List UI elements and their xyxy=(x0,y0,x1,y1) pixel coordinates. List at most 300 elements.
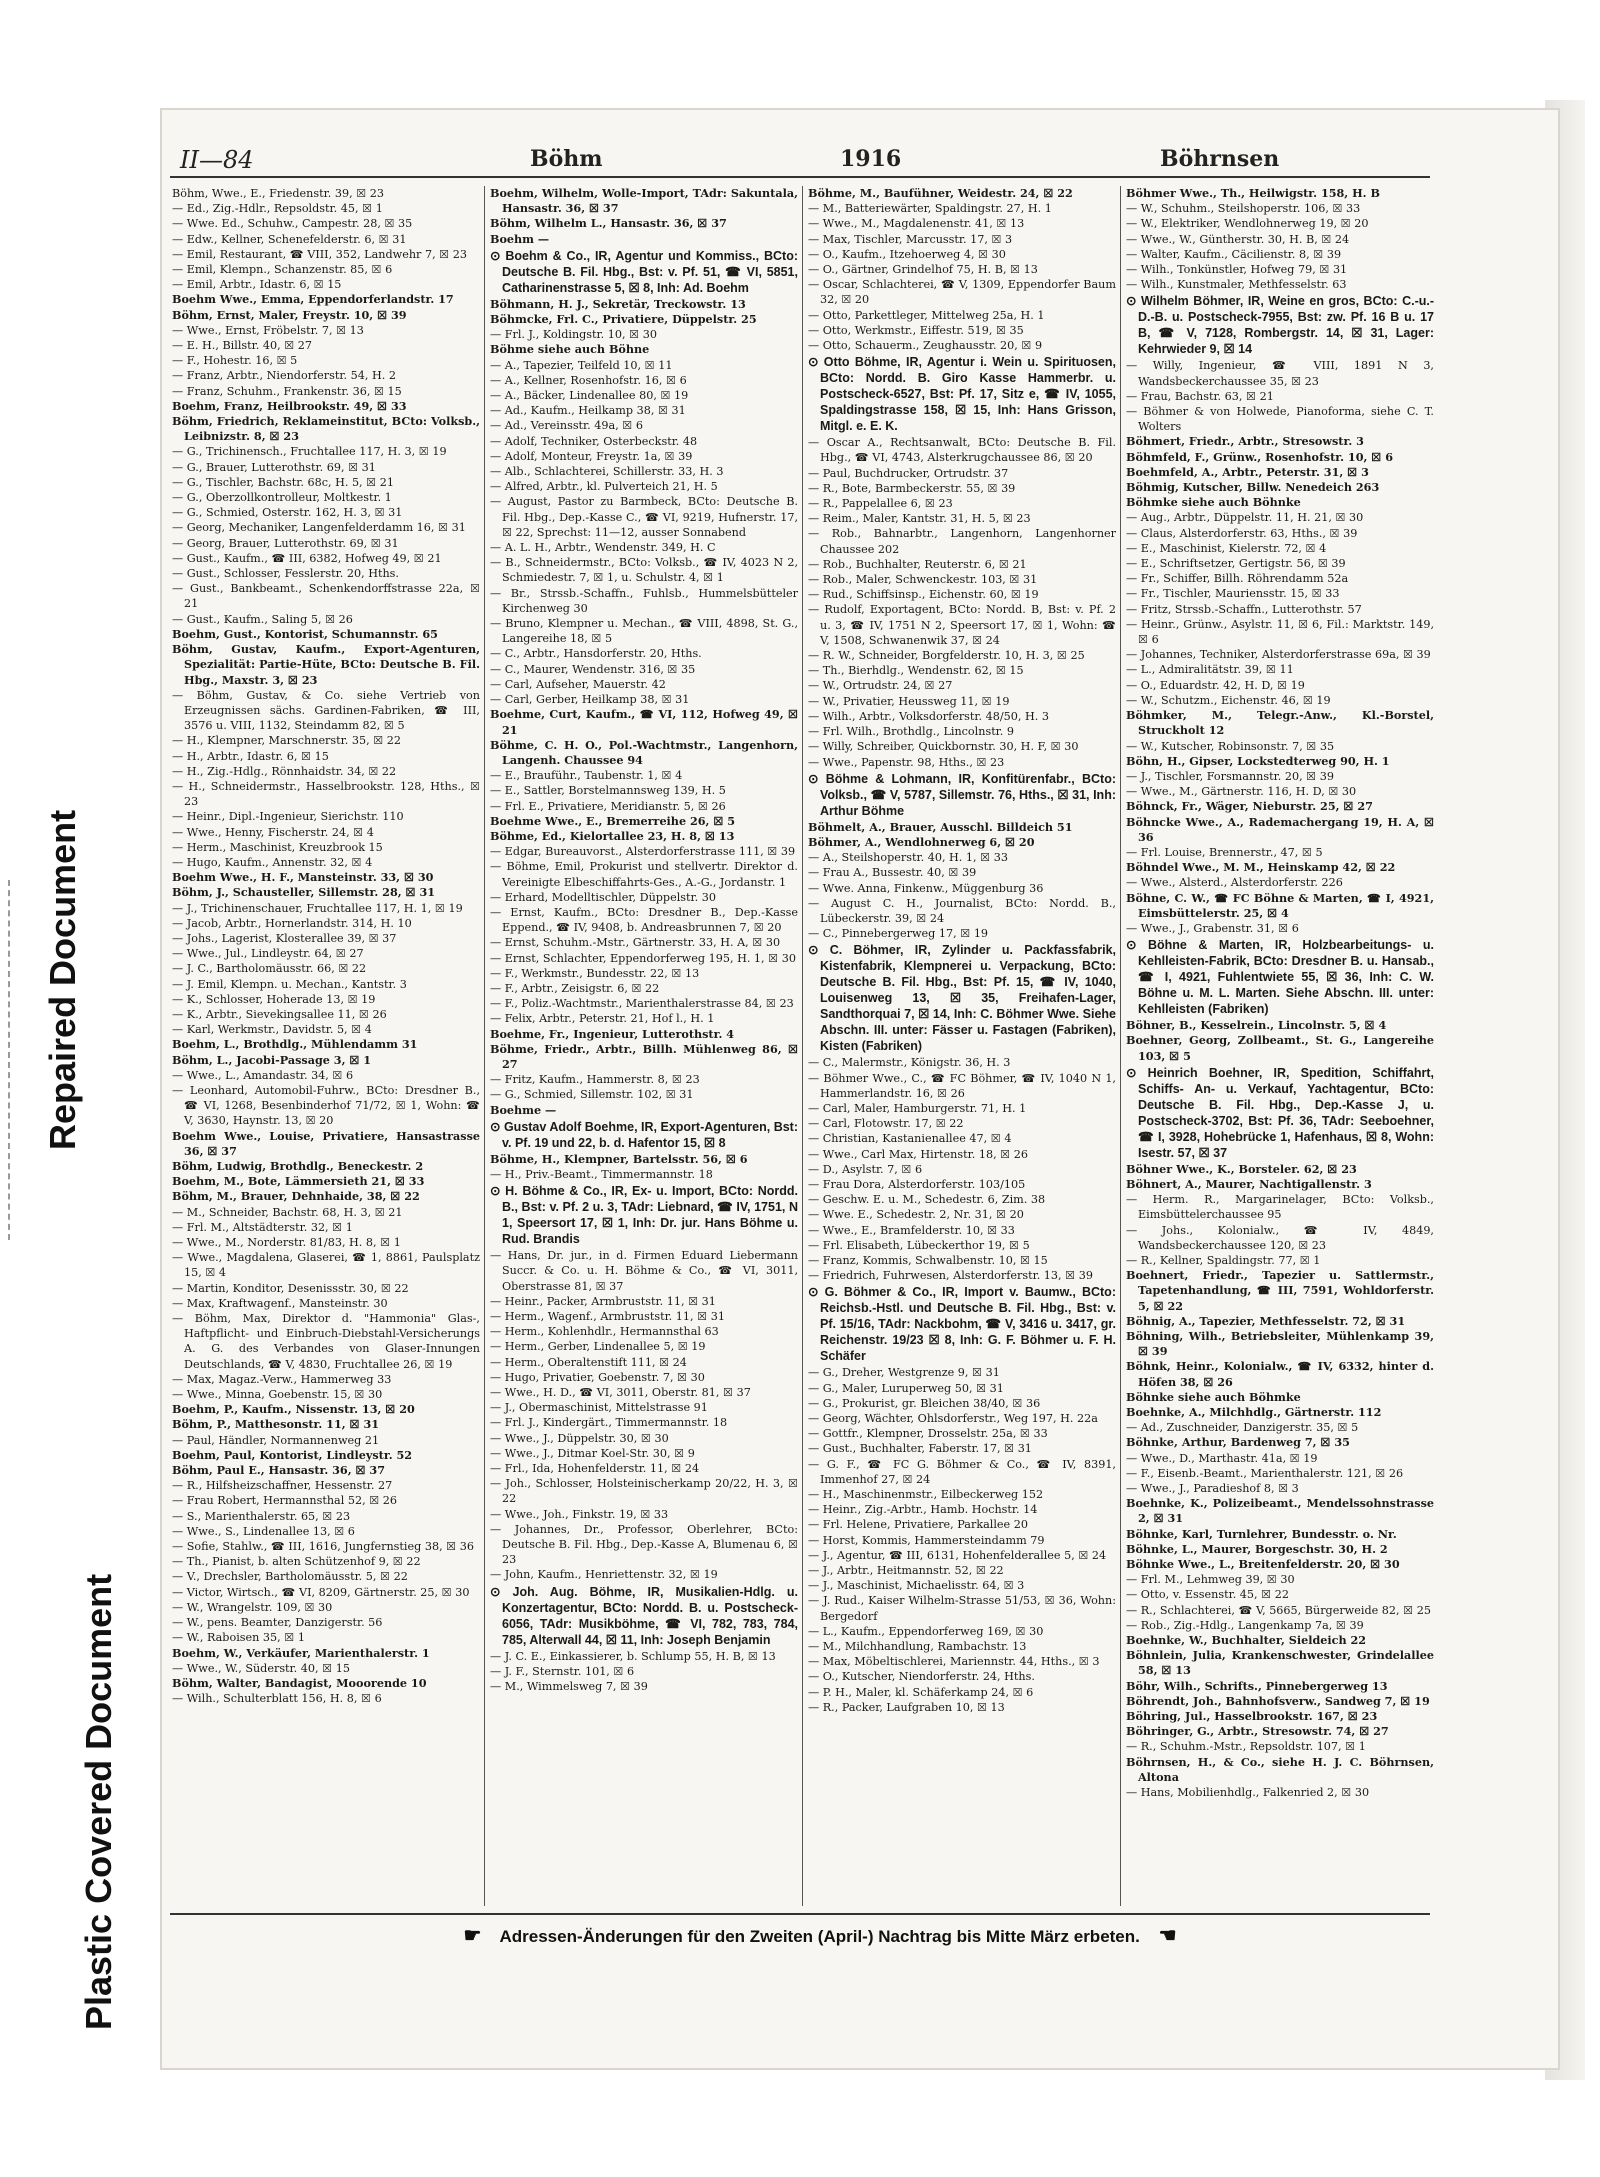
directory-entry: — B., Schneidermstr., BCto: Volksb., ☎ IV, 4023 N 2, Schmiedestr. 7, ☒ 1, u. Schulstr. 4, ☒ 1 xyxy=(490,556,798,585)
footer-text: Adressen-Änderungen für den Zweiten (April-) Nachtrag bis Mitte März erbeten. xyxy=(499,1927,1140,1946)
directory-entry: — Böhme, Emil, Prokurist und stellvertr. Direktor d. Vereinigte Elbeschiffahrts-Ges., A.-G., Jordanstr. 1 xyxy=(490,860,798,889)
directory-entry: Böhning, Wilh., Betriebsleiter, Mühlenkamp 39, ☒ 39 xyxy=(1126,1328,1434,1359)
directory-entry: Böhme, M., Baufühner, Weidestr. 24, ☒ 22 xyxy=(808,186,1073,200)
directory-entry: Boehm Wwe., Louise, Privatiere, Hansastrasse 36, ☒ 37 xyxy=(172,1128,480,1158)
directory-entry: Böhnck, Fr., Wäger, Nieburstr. 25, ☒ 27 xyxy=(1126,799,1373,814)
directory-entry: — E. H., Billstr. 40, ☒ 27 xyxy=(172,339,313,353)
directory-entry: — Frl. Louise, Brennerstr., 47, ☒ 5 xyxy=(1126,845,1323,859)
directory-entry: — G., Dreher, Westgrenze 9, ☒ 31 xyxy=(808,1366,1000,1380)
directory-entry: — Frau A., Bussestr. 40, ☒ 39 xyxy=(808,866,977,880)
pointing-hand-right-icon: ☛ xyxy=(463,1925,482,1947)
directory-entry: Böhme, H., Klempner, Bartelsstr. 56, ☒ 6 xyxy=(490,1151,748,1166)
column-3 xyxy=(808,186,1116,1906)
header-left-word: Böhm xyxy=(530,146,603,172)
directory-entry: — Geschw. E. u. M., Schedestr. 6, Zim. 38 xyxy=(808,1193,1046,1207)
directory-entry: — Frl. Wilh., Brothdlg., Lincolnstr. 9 xyxy=(808,725,1015,739)
directory-page xyxy=(160,108,1560,2070)
directory-entry: — E., Brauführ., Taubenstr. 1, ☒ 4 xyxy=(490,769,683,783)
directory-entry: — G. F., ☎ FC G. Böhmer & Co., ☎ IV, 8391, Immenhof 27, ☒ 24 xyxy=(808,1457,1116,1486)
directory-entry: Böhnke, Arthur, Bardenweg 7, ☒ 35 xyxy=(1126,1435,1350,1450)
directory-entry: — H., Zig.-Hdlg., Rönnhaidstr. 34, ☒ 22 xyxy=(172,764,397,778)
directory-entry: Boehm, Franz, Heilbrookstr. 49, ☒ 33 xyxy=(172,398,407,413)
directory-entry: — Otto, Schauerm., Zeughausstr. 20, ☒ 9 xyxy=(808,339,1043,353)
directory-entry: — Böhmer & von Holwede, Pianoforma, siehe C. T. Wolters xyxy=(1126,405,1434,434)
directory-entry: — Wwe., H. D., ☎ VI, 3011, Oberstr. 81, ☒ 37 xyxy=(490,1386,751,1400)
directory-entry: Böhnke, L., Maurer, Borgeschstr. 30, H. 2 xyxy=(1126,1541,1388,1556)
directory-entry: — Heinr., Packer, Armbruststr. 11, ☒ 31 xyxy=(490,1294,716,1308)
directory-entry: — J. Rud., Kaiser Wilhelm-Strasse 51/53, ☒ 36, Wohn: Bergedorf xyxy=(808,1594,1116,1623)
directory-entry: — Adolf, Monteur, Freystr. 1a, ☒ 39 xyxy=(490,449,693,463)
directory-entry: — Frau Robert, Hermannsthal 52, ☒ 26 xyxy=(172,1494,398,1508)
directory-entry: — Max, Magaz.-Verw., Hammerweg 33 xyxy=(172,1372,392,1386)
directory-entry: — L., Admiralitätstr. 39, ☒ 11 xyxy=(1126,663,1294,677)
firm-listing: ⊙ Gustav Adolf Boehme, IR, Export-Agenturen, Bst: v. Pf. 19 und 22, b. d. Hafentor 15, ☒ 8 xyxy=(490,1119,798,1150)
directory-entry: Böhnke, Karl, Turnlehrer, Bundesstr. o. Nr. xyxy=(1126,1526,1397,1541)
directory-entry: — Victor, Wirtsch., ☎ VI, 8209, Gärtnerstr. 25, ☒ 30 xyxy=(172,1585,470,1599)
directory-entry: — K., Arbtr., Sievekingsallee 11, ☒ 26 xyxy=(172,1007,387,1021)
directory-entry: — Rud., Schiffsinsp., Eichenstr. 60, ☒ 19 xyxy=(808,588,1039,602)
directory-entry: Böhm, L., Jacobi-Passage 3, ☒ 1 xyxy=(172,1052,372,1067)
directory-entry: Boehme, Curt, Kaufm., ☎ VI, 112, Hofweg 49, ☒ 21 xyxy=(490,707,798,737)
directory-entry: — Wwe., Henny, Fischerstr. 24, ☒ 4 xyxy=(172,825,374,839)
directory-entry: — J. C. E., Einkassierer, b. Schlump 55, H. B, ☒ 13 xyxy=(490,1649,776,1663)
directory-entry: — Gust., Kaufm., Saling 5, ☒ 26 xyxy=(172,612,353,626)
directory-entry: — J. Emil, Klempn. u. Mechan., Kantstr. 3 xyxy=(172,977,407,991)
directory-entry: — G., Brauer, Lutterothstr. 69, ☒ 31 xyxy=(172,460,376,474)
directory-entry: — Rob., Buchhalter, Reuterstr. 6, ☒ 21 xyxy=(808,557,1027,571)
directory-entry: — Hugo, Kaufm., Annenstr. 32, ☒ 4 xyxy=(172,855,373,869)
directory-entry: Böhm, Wilhelm L., Hansastr. 36, ☒ 37 xyxy=(490,216,727,231)
directory-entry: Boehm, P., Kaufm., Nissenstr. 13, ☒ 20 xyxy=(172,1402,415,1417)
directory-entry: — Ernst, Schuhm.-Mstr., Gärtnerstr. 33, H. A, ☒ 30 xyxy=(490,936,781,950)
directory-entry: — Frl., Ida, Hohenfelderstr. 11, ☒ 24 xyxy=(490,1462,700,1476)
directory-entry: — Frl. M., Lehmweg 39, ☒ 30 xyxy=(1126,1573,1295,1587)
header-right-word: Böhrnsen xyxy=(1160,146,1280,172)
directory-entry: — Wwe., Papenstr. 98, Hths., ☒ 23 xyxy=(808,755,1005,769)
directory-entry: Böhmig, Kutscher, Billw. Nenedeich 263 xyxy=(1126,480,1380,495)
directory-entry: — A., Bäcker, Lindenallee 80, ☒ 19 xyxy=(490,389,689,403)
directory-entry: — Wilh., Schulterblatt 156, H. 8, ☒ 6 xyxy=(172,1692,382,1706)
directory-entry: — Hans, Dr. jur., in d. Firmen Eduard Liebermann Succr. & Co. u. H. Böhme & Co., ☎ VI, 3011, Oberstrasse 81, ☒ 37 xyxy=(490,1249,798,1293)
directory-entry: — Otto, v. Essenstr. 45, ☒ 22 xyxy=(1126,1588,1289,1602)
directory-entry: — Böhmer Wwe., C., ☎ FC Böhmer, ☎ IV, 1040 N 1, Hammerlandstr. 16, ☒ 26 xyxy=(808,1071,1116,1100)
directory-entry: — Herm., Wagenf., Armbruststr. 11, ☒ 31 xyxy=(490,1310,725,1323)
directory-entry: — E., Schriftsetzer, Gertigstr. 56, ☒ 39 xyxy=(1126,557,1346,571)
page-header xyxy=(180,146,1420,176)
directory-entry: — V., Drechsler, Bartholomäusstr. 5, ☒ 22 xyxy=(172,1570,408,1584)
directory-entry: — P. H., Maler, kl. Schäferkamp 24, ☒ 6 xyxy=(808,1685,1034,1699)
directory-entry: — C., Pinnebergerweg 17, ☒ 19 xyxy=(808,927,989,941)
directory-entry: — Emil, Klempn., Schanzenstr. 85, ☒ 6 xyxy=(172,263,393,277)
directory-entry: — Gust., Schlosser, Fesslerstr. 20, Hths. xyxy=(172,567,399,581)
directory-entry: — Willy, Ingenieur, ☎ VIII, 1891 N 3, Wandsbeckerchaussee 35, ☒ 23 xyxy=(1126,359,1434,388)
directory-entry: — Alb., Schlachterei, Schillerstr. 33, H. 3 xyxy=(490,465,724,479)
directory-entry: — G., Trichinensch., Fruchtallee 117, H. 3, ☒ 19 xyxy=(172,445,447,459)
directory-entry: — Fritz, Strssb.-Schaffn., Lutterothstr. 57 xyxy=(1126,602,1362,616)
directory-entry: Böhm, J., Schausteller, Sillemstr. 28, ☒ 31 xyxy=(172,885,436,900)
directory-entry: — O., Kaufm., Itzehoerweg 4, ☒ 30 xyxy=(808,247,1006,261)
directory-entry: — Fr., Tischler, Mauriensstr. 15, ☒ 33 xyxy=(1126,587,1340,601)
directory-entry: — Paul, Buchdrucker, Ortrudstr. 37 xyxy=(808,466,1009,480)
directory-entry: — Wwe., Ernst, Fröbelstr. 7, ☒ 13 xyxy=(172,323,364,337)
directory-entry: — Edw., Kellner, Schenefelderstr. 6, ☒ 31 xyxy=(172,232,407,246)
directory-entry: — W., Elektriker, Wendlohnerweg 19, ☒ 20 xyxy=(1126,217,1369,231)
directory-entry: — G., Schmied, Osterstr. 162, H. 3, ☒ 31 xyxy=(172,506,403,520)
directory-entry: Böhrnsen, H., & Co., siehe H. J. C. Böhrnsen, Altona xyxy=(1126,1754,1434,1784)
directory-entry: — Max, Kraftwagenf., Mansteinstr. 30 xyxy=(172,1296,388,1310)
directory-entry: — G., Maler, Luruperweg 50, ☒ 31 xyxy=(808,1381,1004,1395)
directory-entry: — M., Batteriewärter, Spaldingstr. 27, H. 1 xyxy=(808,202,1052,216)
directory-entry: — Hugo, Privatier, Goebenstr. 7, ☒ 30 xyxy=(490,1370,705,1384)
page-number: II—84 xyxy=(180,146,254,174)
directory-entry: — Wwe. Ed., Schuhw., Campestr. 28, ☒ 35 xyxy=(172,217,413,231)
directory-entry: — W., Schuhm., Steilshoperstr. 106, ☒ 33 xyxy=(1126,202,1361,216)
firm-listing: ⊙ Wilhelm Böhmer, IR, Weine en gros, BCto: C.-u.-D.-B. u. Postscheck-7955, Bst: zw. Pf. 16 B u. 17 B, ☎ V, 7128, Rombergstr. 14, ☒ 31, Lager: Kehrwieder 9, ☒ 14 xyxy=(1126,294,1434,357)
directory-entry: — Wwe., M., Magdalenenstr. 41, ☒ 13 xyxy=(808,217,1025,231)
directory-entry: Böhne, C. W., ☎ FC Böhne & Marten, ☎ I, 4921, Eimsbüttelerstr. 25, ☒ 4 xyxy=(1126,890,1434,920)
directory-entry: Böhr, Wilh., Schrifts., Pinnebergerweg 13 xyxy=(1126,1678,1388,1693)
directory-entry: — Carl, Flotowstr. 17, ☒ 22 xyxy=(808,1117,964,1131)
directory-entry: — J., Obermaschinist, Mittelstrasse 91 xyxy=(490,1401,708,1415)
directory-entry: Böhme, C. H. O., Pol.-Wachtmstr., Langenhorn, Langenh. Chaussee 94 xyxy=(490,737,798,767)
directory-entry: — Frau Dora, Alsterdorferstr. 103/105 xyxy=(808,1177,1026,1191)
directory-entry: — Horst, Kommis, Hammersteindamm 79 xyxy=(808,1533,1045,1547)
directory-entry: Böhmcke, Frl. C., Privatiere, Düppelstr. 25 xyxy=(490,312,757,327)
directory-entry: — Felix, Arbtr., Peterstr. 21, Hof l., H. 1 xyxy=(490,1012,715,1026)
directory-entry: Böhmert, Friedr., Arbtr., Stresowstr. 3 xyxy=(1126,434,1364,449)
directory-entry: — J., Arbtr., Heitmannstr. 52, ☒ 22 xyxy=(808,1564,1004,1578)
directory-entry: — D., Asylstr. 7, ☒ 6 xyxy=(808,1162,923,1176)
directory-entry: — J. C., Bartholomäusstr. 66, ☒ 22 xyxy=(172,962,367,976)
directory-entry: — Friedrich, Fuhrwesen, Alsterdorferstr. 13, ☒ 39 xyxy=(808,1269,1093,1283)
directory-entry: — Franz, Kommis, Schwalbenstr. 10, ☒ 15 xyxy=(808,1253,1048,1267)
directory-entry: — O., Kutscher, Niendorferstr. 24, Hths. xyxy=(808,1670,1035,1684)
directory-entry: — G., Schmied, Sillemstr. 102, ☒ 31 xyxy=(490,1088,694,1102)
directory-entry: — Franz, Arbtr., Niendorferstr. 54, H. 2 xyxy=(172,369,396,383)
directory-entry: — F., Eisenb.-Beamt., Marienthalerstr. 121, ☒ 26 xyxy=(1126,1466,1404,1480)
directory-entry: — Sofie, Stahlw., ☎ III, 1616, Jungfernstieg 38, ☒ 36 xyxy=(172,1540,475,1554)
directory-entry: — Th., Bierhdlg., Wendenstr. 62, ☒ 15 xyxy=(808,664,1024,678)
firm-listing: ⊙ H. Böhme & Co., IR, Ex- u. Import, BCto: Nordd. B., Bst: v. Pf. 2 u. 3, TAdr: Liebnard, ☎ IV, 1751, N 1, Speersort 17, ☒ 1, Inh: Dr. jur. Hans Böhme u. Rud. Brandis xyxy=(490,1184,798,1247)
firm-listing: ⊙ G. Böhmer & Co., IR, Import v. Baumw., BCto: Reichsb.-Hstl. und Deutsche B. Fil. Hbg., Bst: v. Pf. 15/16, TAdr: Nackbohm, ☎ V, 3416 u. 3417, gr. Reichenstr. 19/23 ☒ 8, Inh: G. F. Böhmer u. F. H. Schäfer xyxy=(808,1285,1116,1364)
directory-entry: — Frau, Bachstr. 63, ☒ 21 xyxy=(1126,389,1274,403)
directory-entry: — W., Wrangelstr. 109, ☒ 30 xyxy=(172,1600,333,1614)
directory-entry: — Wwe. Anna, Finkenw., Müggenburg 36 xyxy=(808,881,1044,895)
directory-entry: Böhmann, H. J., Sekretär, Treckowstr. 13 xyxy=(490,296,746,311)
directory-entry: — Reim., Maler, Kantstr. 31, H. 5, ☒ 23 xyxy=(808,512,1031,526)
directory-entry: — Heinr., Grünw., Asylstr. 11, ☒ 6, Fil.: Marktstr. 149, ☒ 6 xyxy=(1126,617,1434,647)
directory-entry: — Carl, Gerber, Heilkamp 38, ☒ 31 xyxy=(490,693,690,707)
directory-entry: — Wwe., J., Grabenstr. 31, ☒ 6 xyxy=(1126,921,1299,935)
directory-entry: — Ed., Zig.-Hdlr., Repsoldstr. 45, ☒ 1 xyxy=(172,202,383,216)
column-divider xyxy=(484,186,485,1906)
directory-entry: — Herm., Gerber, Lindenallee 5, ☒ 19 xyxy=(490,1340,706,1354)
directory-entry: Böhndel Wwe., M. M., Heinskamp 42, ☒ 22 xyxy=(1126,860,1396,875)
directory-entry: — Walter, Kaufm., Cäcilienstr. 8, ☒ 39 xyxy=(1126,247,1342,261)
directory-entry: — Ad., Vereinsstr. 49a, ☒ 6 xyxy=(490,419,644,433)
directory-entry: — Max, Möbeltischlerei, Mariennstr. 44, Hths., ☒ 3 xyxy=(808,1655,1100,1669)
directory-entry: — Wwe., Joh., Finkstr. 19, ☒ 33 xyxy=(490,1507,669,1521)
directory-entry: — E., Sattler, Borstelmannsweg 139, H. 5 xyxy=(490,784,726,798)
firm-listing: ⊙ Joh. Aug. Böhme, IR, Musikalien-Hdlg. u. Konzertagentur, BCto: Nordd. B. u. Postscheck-6056, TAdr: Musikböhme, ☎ VI, 782, 783, 784, 785, Alterwall 44, ☒ 11, Inh: Joseph Benjamin xyxy=(490,1584,798,1647)
directory-entry: Böhring, Jul., Hasselbrookstr. 167, ☒ 23 xyxy=(1126,1709,1378,1724)
directory-entry: — W., pens. Beamter, Danzigerstr. 56 xyxy=(172,1616,383,1630)
directory-entry: — Emil, Restaurant, ☎ VIII, 352, Landwehr 7, ☒ 23 xyxy=(172,247,468,261)
directory-entry: — Hans, Mobilienhdlg., Falkenried 2, ☒ 30 xyxy=(1126,1786,1370,1800)
directory-entry: — A., Steilshoperstr. 40, H. 1, ☒ 33 xyxy=(808,851,1008,865)
directory-entry: Böhmelt, A., Brauer, Ausschl. Billdeich 51 xyxy=(808,819,1073,834)
firm-listing: ⊙ C. Böhmer, IR, Zylinder u. Packfassfabrik, Kistenfabrik, Klempnerei u. Verpackung, BCto: Deutsche B. Fil. Hbg., Bst: Pf. 15, ☎ IV, 1040, Louisenweg 13, ☒ 35, Freihafen-Lager, Sandthorquai 7, ☒ 14, Inh: C. Böhmer Wwe. Siehe Abschn. III. unter: Fässer u. Fastagen (Fabriken), Kisten (Fabriken) xyxy=(808,943,1116,1054)
directory-entry: — Georg, Mechaniker, Langenfelderdamm 16, ☒ 31 xyxy=(172,521,466,535)
directory-entry: Boehm — xyxy=(490,231,550,246)
directory-entry: — Fr., Schiffer, Billh. Röhrendamm 52a xyxy=(1126,572,1349,586)
directory-entry: — Rudolf, Exportagent, BCto: Nordd. B, Bst: v. Pf. 2 u. 3, ☎ IV, 1751 N 2, Speersort 17, ☒ 1, Wohn: ☎ V, 1508, Schwanenwik 37, ☒ 24 xyxy=(808,603,1116,647)
directory-entry: — Frl. E., Privatiere, Meridianstr. 5, ☒ 26 xyxy=(490,799,726,813)
column-divider xyxy=(1120,186,1121,1906)
directory-entry: — F., Hohestr. 16, ☒ 5 xyxy=(172,354,298,368)
directory-entry: — Wilh., Tonkünstler, Hofweg 79, ☒ 31 xyxy=(1126,263,1348,277)
directory-entry: — H., Priv.-Beamt., Timmermannstr. 18 xyxy=(490,1167,713,1181)
directory-entry: — Carl, Maler, Hamburgerstr. 71, H. 1 xyxy=(808,1101,1027,1115)
directory-entry: — Leonhard, Automobil-Fuhrw., BCto: Dresdner B., ☎ VI, 1268, Besenbinderhof 71/72, ☒ 1, Wohn: ☎ V, 3630, Haynstr. 13, ☒ 20 xyxy=(172,1083,480,1128)
directory-entry: — Martin, Konditor, Desenissstr. 30, ☒ 22 xyxy=(172,1281,409,1295)
column-2 xyxy=(490,186,798,1906)
directory-entry: — K., Schlosser, Hoherade 13, ☒ 19 xyxy=(172,992,376,1006)
directory-entry: Böhnke Wwe., L., Breitenfelderstr. 20, ☒ 30 xyxy=(1126,1557,1400,1572)
directory-entry: — Joh., Schlosser, Holsteinischerkamp 20/22, H. 3, ☒ 22 xyxy=(490,1477,798,1506)
directory-entry: — R., Kellner, Spaldingstr. 77, ☒ 1 xyxy=(1126,1253,1321,1267)
directory-entry: Böhm, M., Brauer, Dehnhaide, 38, ☒ 22 xyxy=(172,1189,420,1204)
directory-entry: — R. W., Schneider, Borgfelderstr. 10, H. 3, ☒ 25 xyxy=(808,649,1085,663)
directory-entry: Böhnig, A., Tapezier, Methfesselstr. 72, ☒ 31 xyxy=(1126,1313,1406,1328)
directory-entry: — J., Maschinist, Michaelisstr. 64, ☒ 3 xyxy=(808,1579,1025,1593)
directory-entry: — Franz, Schuhm., Frankenstr. 36, ☒ 15 xyxy=(172,384,402,398)
directory-entry: — Br., Strssb.-Schaffn., Fuhlsb., Hummelsbütteler Kirchenweg 30 xyxy=(490,586,798,615)
directory-entry: — Wwe., W., Güntherstr. 30, H. B, ☒ 24 xyxy=(1126,232,1350,246)
directory-entry: Böhmker, M., Telegr.-Anw., Kl.-Borstel, Struckholt 12 xyxy=(1126,708,1434,738)
directory-entry: Böhner, B., Kesselrein., Lincolnstr. 5, ☒ 4 xyxy=(1126,1018,1387,1033)
directory-entry: — Ernst, Kaufm., BCto: Dresdner B., Dep.-Kasse Eppend., ☎ IV, 9408, b. Andreasbrunnen 7, ☒ 20 xyxy=(490,905,798,935)
directory-entry: — Gust., Bankbeamt., Schenkendorffstrasse 22a, ☒ 21 xyxy=(172,582,480,611)
directory-entry: — R., Bote, Barmbeckerstr. 55, ☒ 39 xyxy=(808,481,1016,495)
directory-entry: — Herm., Maschinist, Kreuzbrook 15 xyxy=(172,840,383,854)
directory-entry: — S., Marienthalerstr. 65, ☒ 23 xyxy=(172,1509,351,1523)
directory-entry: — Johannes, Dr., Professor, Oberlehrer, BCto: Deutsche B. Fil. Hbg., Dep.-Kasse A, Blumenau 6, ☒ 23 xyxy=(490,1522,798,1567)
directory-entry: — Wilh., Kunstmaler, Methfesselstr. 63 xyxy=(1126,278,1347,292)
directory-entry: — Wwe., M., Gärtnerstr. 116, H. D, ☒ 30 xyxy=(1126,785,1357,799)
plastic-covered-document-label: Plastic Covered Document xyxy=(78,1573,119,2030)
directory-entry: Böhn, H., Gipser, Lockstedterweg 90, H. 1 xyxy=(1126,753,1390,768)
directory-entry: — Wwe., Magdalena, Glaserei, ☎ 1, 8861, Paulsplatz 15, ☒ 4 xyxy=(172,1251,480,1280)
directory-entry: — Gust., Kaufm., ☎ III, 6382, Hofweg 49, ☒ 21 xyxy=(172,551,442,565)
directory-entry: — Wwe., M., Norderstr. 81/83, H. 8, ☒ 1 xyxy=(172,1236,401,1250)
directory-entry: — Bruno, Klempner u. Mechan., ☎ VIII, 4898, St. G., Langereihe 18, ☒ 5 xyxy=(490,617,798,646)
directory-entry: Böhmfeld, F., Grünw., Rosenhofstr. 10, ☒ 6 xyxy=(1126,449,1393,464)
directory-entry: — H., Arbtr., Idastr. 6, ☒ 15 xyxy=(172,749,329,763)
margin-marks xyxy=(8,880,26,1240)
directory-entry: Böhrendt, Joh., Bahnhofsverw., Sandweg 7, ☒ 19 xyxy=(1126,1693,1430,1708)
directory-entry: — G., Tischler, Bachstr. 68c, H. 5, ☒ 21 xyxy=(172,475,394,489)
directory-entry: — Rob., Maler, Schwenckestr. 103, ☒ 31 xyxy=(808,573,1038,587)
directory-entry: — M., Wimmelsweg 7, ☒ 39 xyxy=(490,1680,648,1694)
directory-entry: — Wwe., J., Düppelstr. 30, ☒ 30 xyxy=(490,1431,669,1445)
directory-entry: — W., Raboisen 35, ☒ 1 xyxy=(172,1631,305,1645)
directory-entry: — Christian, Kastanienallee 47, ☒ 4 xyxy=(808,1132,1012,1146)
directory-entry: — Wwe., D., Marthastr. 41a, ☒ 19 xyxy=(1126,1451,1318,1465)
directory-entry: — R., Schlachterei, ☎ V, 5665, Bürgerweide 82, ☒ 25 xyxy=(1126,1603,1431,1617)
directory-entry: Böhme siehe auch Böhne xyxy=(490,342,650,357)
directory-entry: Böhm, Gustav, Kaufm., Export-Agenturen, Spezialität: Partie-Hüte, BCto: Deutsche B. Fil. Hbg., Maxstr. 3, ☒ 23 xyxy=(172,642,480,687)
directory-entry: — R., Pappelallee 6, ☒ 23 xyxy=(808,497,953,511)
directory-entry: — C., Arbtr., Hansdorferstr. 20, Hths. xyxy=(490,647,702,661)
directory-entry: — H., Klempner, Marschnerstr. 35, ☒ 22 xyxy=(172,734,402,748)
directory-entry: Boehme Wwe., E., Bremerreihe 26, ☒ 5 xyxy=(490,813,736,828)
directory-entry: Boehm, M., Bote, Lämmersieth 21, ☒ 33 xyxy=(172,1174,425,1189)
directory-entry: — Wwe., L., Amandastr. 34, ☒ 6 xyxy=(172,1068,354,1082)
directory-entry: Böhm, Friedrich, Reklameinstitut, BCto: Volksb., Leibnizstr. 8, ☒ 23 xyxy=(172,414,480,444)
directory-entry: — Heinr., Dipl.-Ingenieur, Sierichstr. 110 xyxy=(172,810,404,824)
directory-entry: — Frl. Elisabeth, Lübeckerthor 19, ☒ 5 xyxy=(808,1238,1030,1252)
directory-entry: — Oscar, Schlachterei, ☎ V, 1309, Eppendorfer Baum 32, ☒ 20 xyxy=(808,278,1116,307)
directory-entry: — Alfred, Arbtr., kl. Pulverteich 21, H. 5 xyxy=(490,480,718,494)
directory-entry: — Ernst, Schlachter, Eppendorferweg 195, H. 1, ☒ 30 xyxy=(490,951,796,965)
directory-entry: Böhme, Friedr., Arbtr., Billh. Mühlenweg 86, ☒ 27 xyxy=(490,1041,798,1071)
directory-entry: — O., Gärtner, Grindelhof 75, H. B, ☒ 13 xyxy=(808,263,1038,277)
directory-entry: Boehmfeld, A., Arbtr., Peterstr. 31, ☒ 3 xyxy=(1126,464,1369,479)
directory-entry: Böhnlein, Julia, Krankenschwester, Grindelallee 58, ☒ 13 xyxy=(1126,1648,1434,1678)
directory-entry: — Rob., Zig.-Hdlg., Langenkamp 7a, ☒ 39 xyxy=(1126,1618,1364,1632)
firm-listing: ⊙ Heinrich Boehner, IR, Spedition, Schiffahrt, Schiffs- An- u. Verkauf, Yachtagentur, BCto: Deutsche B. Fil. Hbg., Dep.-Kasse J, u. Postscheck-3702, Bst: Pf. 36, TAdr: Seeboehner, ☎ I, 3928, Hohebrücke 1, Hafenhaus, ☒ 8, Wohn: Isestr. 57, ☒ 37 xyxy=(1126,1065,1434,1160)
directory-entry: — Frl. J., Kindergärt., Timmermannstr. 18 xyxy=(490,1416,728,1430)
directory-entry: — Johs., Lagerist, Klosterallee 39, ☒ 37 xyxy=(172,931,397,945)
directory-entry: Boehme, Fr., Ingenieur, Lutterothstr. 4 xyxy=(490,1026,735,1041)
directory-entry: Boehm, L., Brothdlg., Mühlendamm 31 xyxy=(172,1037,418,1052)
directory-entry: — H., Maschinenmstr., Eilbeckerweg 152 xyxy=(808,1488,1044,1501)
directory-entry: — Johs., Kolonialw., ☎ IV, 4849, Wandsbeckerchaussee 120, ☒ 23 xyxy=(1126,1223,1434,1252)
pointing-hand-left-icon: ☚ xyxy=(1158,1925,1177,1947)
footer-rule xyxy=(170,1913,1430,1915)
directory-entry: — Emil, Arbtr., Idastr. 6, ☒ 15 xyxy=(172,278,342,292)
directory-entry: — Wwe., Jul., Lindleystr. 64, ☒ 27 xyxy=(172,947,364,961)
directory-entry: — R., Schuhm.-Mstr., Repsoldstr. 107, ☒ 1 xyxy=(1126,1740,1366,1754)
directory-entry: — Wwe., J., Ditmar Koel-Str. 30, ☒ 9 xyxy=(490,1446,695,1460)
directory-entry: — John, Kaufm., Henriettenstr. 32, ☒ 19 xyxy=(490,1568,718,1582)
directory-entry: Boehm, Gust., Kontorist, Schumannstr. 65 xyxy=(172,626,438,641)
directory-entry: — Herm. R., Margarinelager, BCto: Volksb., Eimsbüttelerchaussee 95 xyxy=(1126,1193,1434,1222)
directory-entry: Böhmer, A., Wendlohnerweg 6, ☒ 20 xyxy=(808,834,1035,849)
directory-entry: Böhnke siehe auch Böhmke xyxy=(1126,1389,1301,1404)
directory-entry: — Wwe., S., Lindenallee 13, ☒ 6 xyxy=(172,1524,355,1538)
directory-entry: — Ad., Zuschneider, Danzigerstr. 35, ☒ 5 xyxy=(1126,1421,1359,1435)
directory-entry: — Frl. Helene, Privatiere, Parkallee 20 xyxy=(808,1518,1028,1532)
header-year: 1916 xyxy=(840,146,902,172)
directory-entry: — Johannes, Techniker, Alsterdorferstrasse 69a, ☒ 39 xyxy=(1126,648,1431,662)
directory-entry: Boehner, Georg, Zollbeamt., St. G., Langereihe 103, ☒ 5 xyxy=(1126,1033,1434,1063)
directory-entry: — F., Arbtr., Zeisigstr. 6, ☒ 22 xyxy=(490,981,660,995)
directory-entry: — Oscar A., Rechtsanwalt, BCto: Deutsche B. Fil. Hbg., ☎ VI, 4743, Alsterkrugchaussee 86, ☒ 20 xyxy=(808,436,1116,465)
directory-entry: — Georg, Brauer, Lutterothstr. 69, ☒ 31 xyxy=(172,536,399,550)
directory-entry: — A., Kellner, Rosenhofstr. 16, ☒ 6 xyxy=(490,373,687,387)
directory-entry: — Gust., Buchhalter, Faberstr. 17, ☒ 31 xyxy=(808,1442,1032,1456)
directory-entry: — F., Werkmstr., Bundesstr. 22, ☒ 13 xyxy=(490,966,700,980)
directory-entry: — Wwe., Carl Max, Hirtenstr. 18, ☒ 26 xyxy=(808,1147,1029,1161)
directory-entry: — Wwe., W., Süderstr. 40, ☒ 15 xyxy=(172,1661,350,1675)
directory-entry: — Otto, Parkettleger, Mittelweg 25a, H. 1 xyxy=(808,308,1045,322)
directory-entry: — J. F., Sternstr. 101, ☒ 6 xyxy=(490,1664,635,1678)
column-divider xyxy=(802,186,803,1906)
directory-entry: — J., Tischler, Forsmannstr. 20, ☒ 39 xyxy=(1126,769,1335,783)
directory-entry: — G., Prokurist, gr. Bleichen 38/40, ☒ 36 xyxy=(808,1396,1041,1410)
firm-listing: ⊙ Otto Böhme, IR, Agentur i. Wein u. Spirituosen, BCto: Nordd. B. Giro Kasse Hammerbr. u. Postscheck-6527, Bst: Pf. 17, Sitz e, ☎ IV, 1055, Spaldingstrasse 158, ☒ 15, Inh: Hans Grisson, Mitgl. e. E. K. xyxy=(808,355,1116,434)
directory-entry: Boehnke, W., Buchhalter, Sieldeich 22 xyxy=(1126,1633,1367,1648)
directory-entry: Böhm, Walter, Bandagist, Mooorende 10 xyxy=(172,1675,427,1690)
directory-entry: Boehme — xyxy=(490,1102,557,1117)
directory-entry: — Herm., Oberaltenstift 111, ☒ 24 xyxy=(490,1355,687,1369)
directory-entry: Böhm, P., Matthesonstr. 11, ☒ 31 xyxy=(172,1417,380,1432)
directory-entry: Boehm, W., Verkäufer, Marienthalerstr. 1 xyxy=(172,1645,430,1660)
repaired-document-label: Repaired Document xyxy=(42,809,83,1150)
footer-notice xyxy=(270,1923,1370,1948)
directory-entry: — Wwe., Minna, Goebenstr. 15, ☒ 30 xyxy=(172,1388,383,1402)
directory-entry: — W., Ortrudstr. 24, ☒ 27 xyxy=(808,679,953,693)
directory-entry: — Wwe., J., Paradieshof 8, ☒ 3 xyxy=(1126,1482,1299,1496)
firm-listing: ⊙ Böhne & Marten, IR, Holzbearbeitungs- u. Kehlleisten-Fabrik, BCto: Dresdner B. u. Hansab., ☎ I, 4921, Fuhlentwiete 55, ☒ 36, Inh: C. W. Böhne u. M. L. Marten. Siehe Abschn. III. unter: Kehlleisten (Fabriken) xyxy=(1126,938,1434,1017)
directory-entry: — M., Milchhandlung, Rambachstr. 13 xyxy=(808,1640,1027,1654)
directory-entry: Böhm, Wwe., E., Friedenstr. 39, ☒ 23 xyxy=(172,187,385,200)
directory-entry: — Frl. M., Altstädterstr. 32, ☒ 1 xyxy=(172,1220,353,1234)
directory-entry: Boehnke, A., Milchhdlg., Gärtnerstr. 112 xyxy=(1126,1405,1382,1419)
directory-entry: — Adolf, Techniker, Osterbeckstr. 48 xyxy=(490,434,698,448)
directory-entry: — Frl. J., Koldingstr. 10, ☒ 30 xyxy=(490,328,657,342)
directory-entry: Böhmer Wwe., Th., Heilwigstr. 158, H. B xyxy=(1126,186,1380,200)
directory-entry: — A. L. H., Arbtr., Wendenstr. 349, H. C xyxy=(490,541,716,555)
directory-entry: — Otto, Werkmstr., Eiffestr. 519, ☒ 35 xyxy=(808,323,1024,337)
directory-entry: — August, Pastor zu Barmbeck, BCto: Deutsche B. Fil. Hbg., Dep.-Kasse C., ☎ VI, 9219, Hufnerstr. 17, ☒ 22, Sprechst: 11—12, ausser Sonnabend xyxy=(490,495,798,539)
directory-entry: — W., Schutzm., Eichenstr. 46, ☒ 19 xyxy=(1126,693,1331,707)
directory-entry: — R., Hilfsheizschaffner, Hessenstr. 27 xyxy=(172,1479,393,1493)
directory-entry: — J., Trichinenschauer, Fruchtallee 117, H. 1, ☒ 19 xyxy=(172,901,463,915)
directory-entry: Böhm, Ludwig, Brothdlg., Beneckestr. 2 xyxy=(172,1159,424,1173)
directory-entry: Boehm, Paul, Kontorist, Lindleystr. 52 xyxy=(172,1447,413,1462)
directory-entry: — Böhm, Max, Direktor d. "Hammonia" Glas-, Haftpflicht- und Einbruch-Diebstahl-Versicherungs A. G. des Verbandes von Glaser-Innungen Deutschlands, ☎ V, 4830, Fruchtallee 26, ☒ 19 xyxy=(172,1312,480,1371)
directory-entry: — J., Agentur, ☎ III, 6131, Hohenfelderallee 5, ☒ 24 xyxy=(808,1548,1107,1562)
directory-entry: — Wwe., Alsterd., Alsterdorferstr. 226 xyxy=(1126,876,1343,890)
directory-entry: Boehm Wwe., H. F., Mansteinstr. 33, ☒ 30 xyxy=(172,870,434,885)
directory-entry: — M., Schneider, Bachstr. 68, H. 3, ☒ 21 xyxy=(172,1205,403,1219)
directory-entry: — Gottfr., Klempner, Drosselstr. 25a, ☒ 33 xyxy=(808,1427,1048,1441)
directory-entry: — Erhard, Modelltischler, Düppelstr. 30 xyxy=(490,890,716,904)
directory-entry: Boehm, Wilhelm, Wolle-Import, TAdr: Sakuntala, Hansastr. 36, ☒ 37 xyxy=(490,186,798,216)
directory-entry: — Wilh., Arbtr., Volksdorferstr. 48/50, H. 3 xyxy=(808,709,1049,723)
directory-entry: — Edgar, Bureauvorst., Alsterdorferstrasse 111, ☒ 39 xyxy=(490,845,796,859)
directory-entry: — Aug., Arbtr., Düppelstr. 11, H. 21, ☒ 30 xyxy=(1126,511,1364,525)
directory-entry: — G., Oberzollkontrolleur, Moltkestr. 1 xyxy=(172,491,392,505)
directory-entry: — Jacob, Arbtr., Hornerlandstr. 314, H. 10 xyxy=(172,916,412,930)
directory-entry: Böhm, Paul E., Hansastr. 36, ☒ 37 xyxy=(172,1463,386,1478)
directory-entry: — Karl, Werkmstr., Davidstr. 5, ☒ 4 xyxy=(172,1023,372,1037)
directory-entry: — E., Maschinist, Kielerstr. 72, ☒ 4 xyxy=(1126,541,1327,555)
directory-entry: — Max, Tischler, Marcusstr. 17, ☒ 3 xyxy=(808,232,1013,246)
directory-entry: — A., Tapezier, Teilfeld 10, ☒ 11 xyxy=(490,358,673,372)
directory-entry: Boehnert, Friedr., Tapezier u. Sattlermstr., Tapetenhandlung, ☎ III, 7591, Wohldorferstr. 5, ☒ 22 xyxy=(1126,1268,1434,1313)
directory-entry: — Georg, Wächter, Ohlsdorferstr., Weg 197, H. 22a xyxy=(808,1411,1098,1425)
directory-entry: — Rob., Bahnarbtr., Langenhorn, Langenhorner Chaussee 202 xyxy=(808,527,1116,556)
directory-entry: — Böhm, Gustav, & Co. siehe Vertrieb von Erzeugnissen sächs. Gardinen-Fabriken, ☎ III, 3576 u. VIII, 1132, Steindamm 82, ☒ 5 xyxy=(172,688,480,733)
directory-entry: Boehm Wwe., Emma, Eppendorferlandstr. 17 xyxy=(172,292,454,307)
directory-entry: — L., Kaufm., Eppendorferweg 169, ☒ 30 xyxy=(808,1624,1044,1638)
column-1 xyxy=(172,186,480,1906)
header-rule xyxy=(170,176,1430,178)
